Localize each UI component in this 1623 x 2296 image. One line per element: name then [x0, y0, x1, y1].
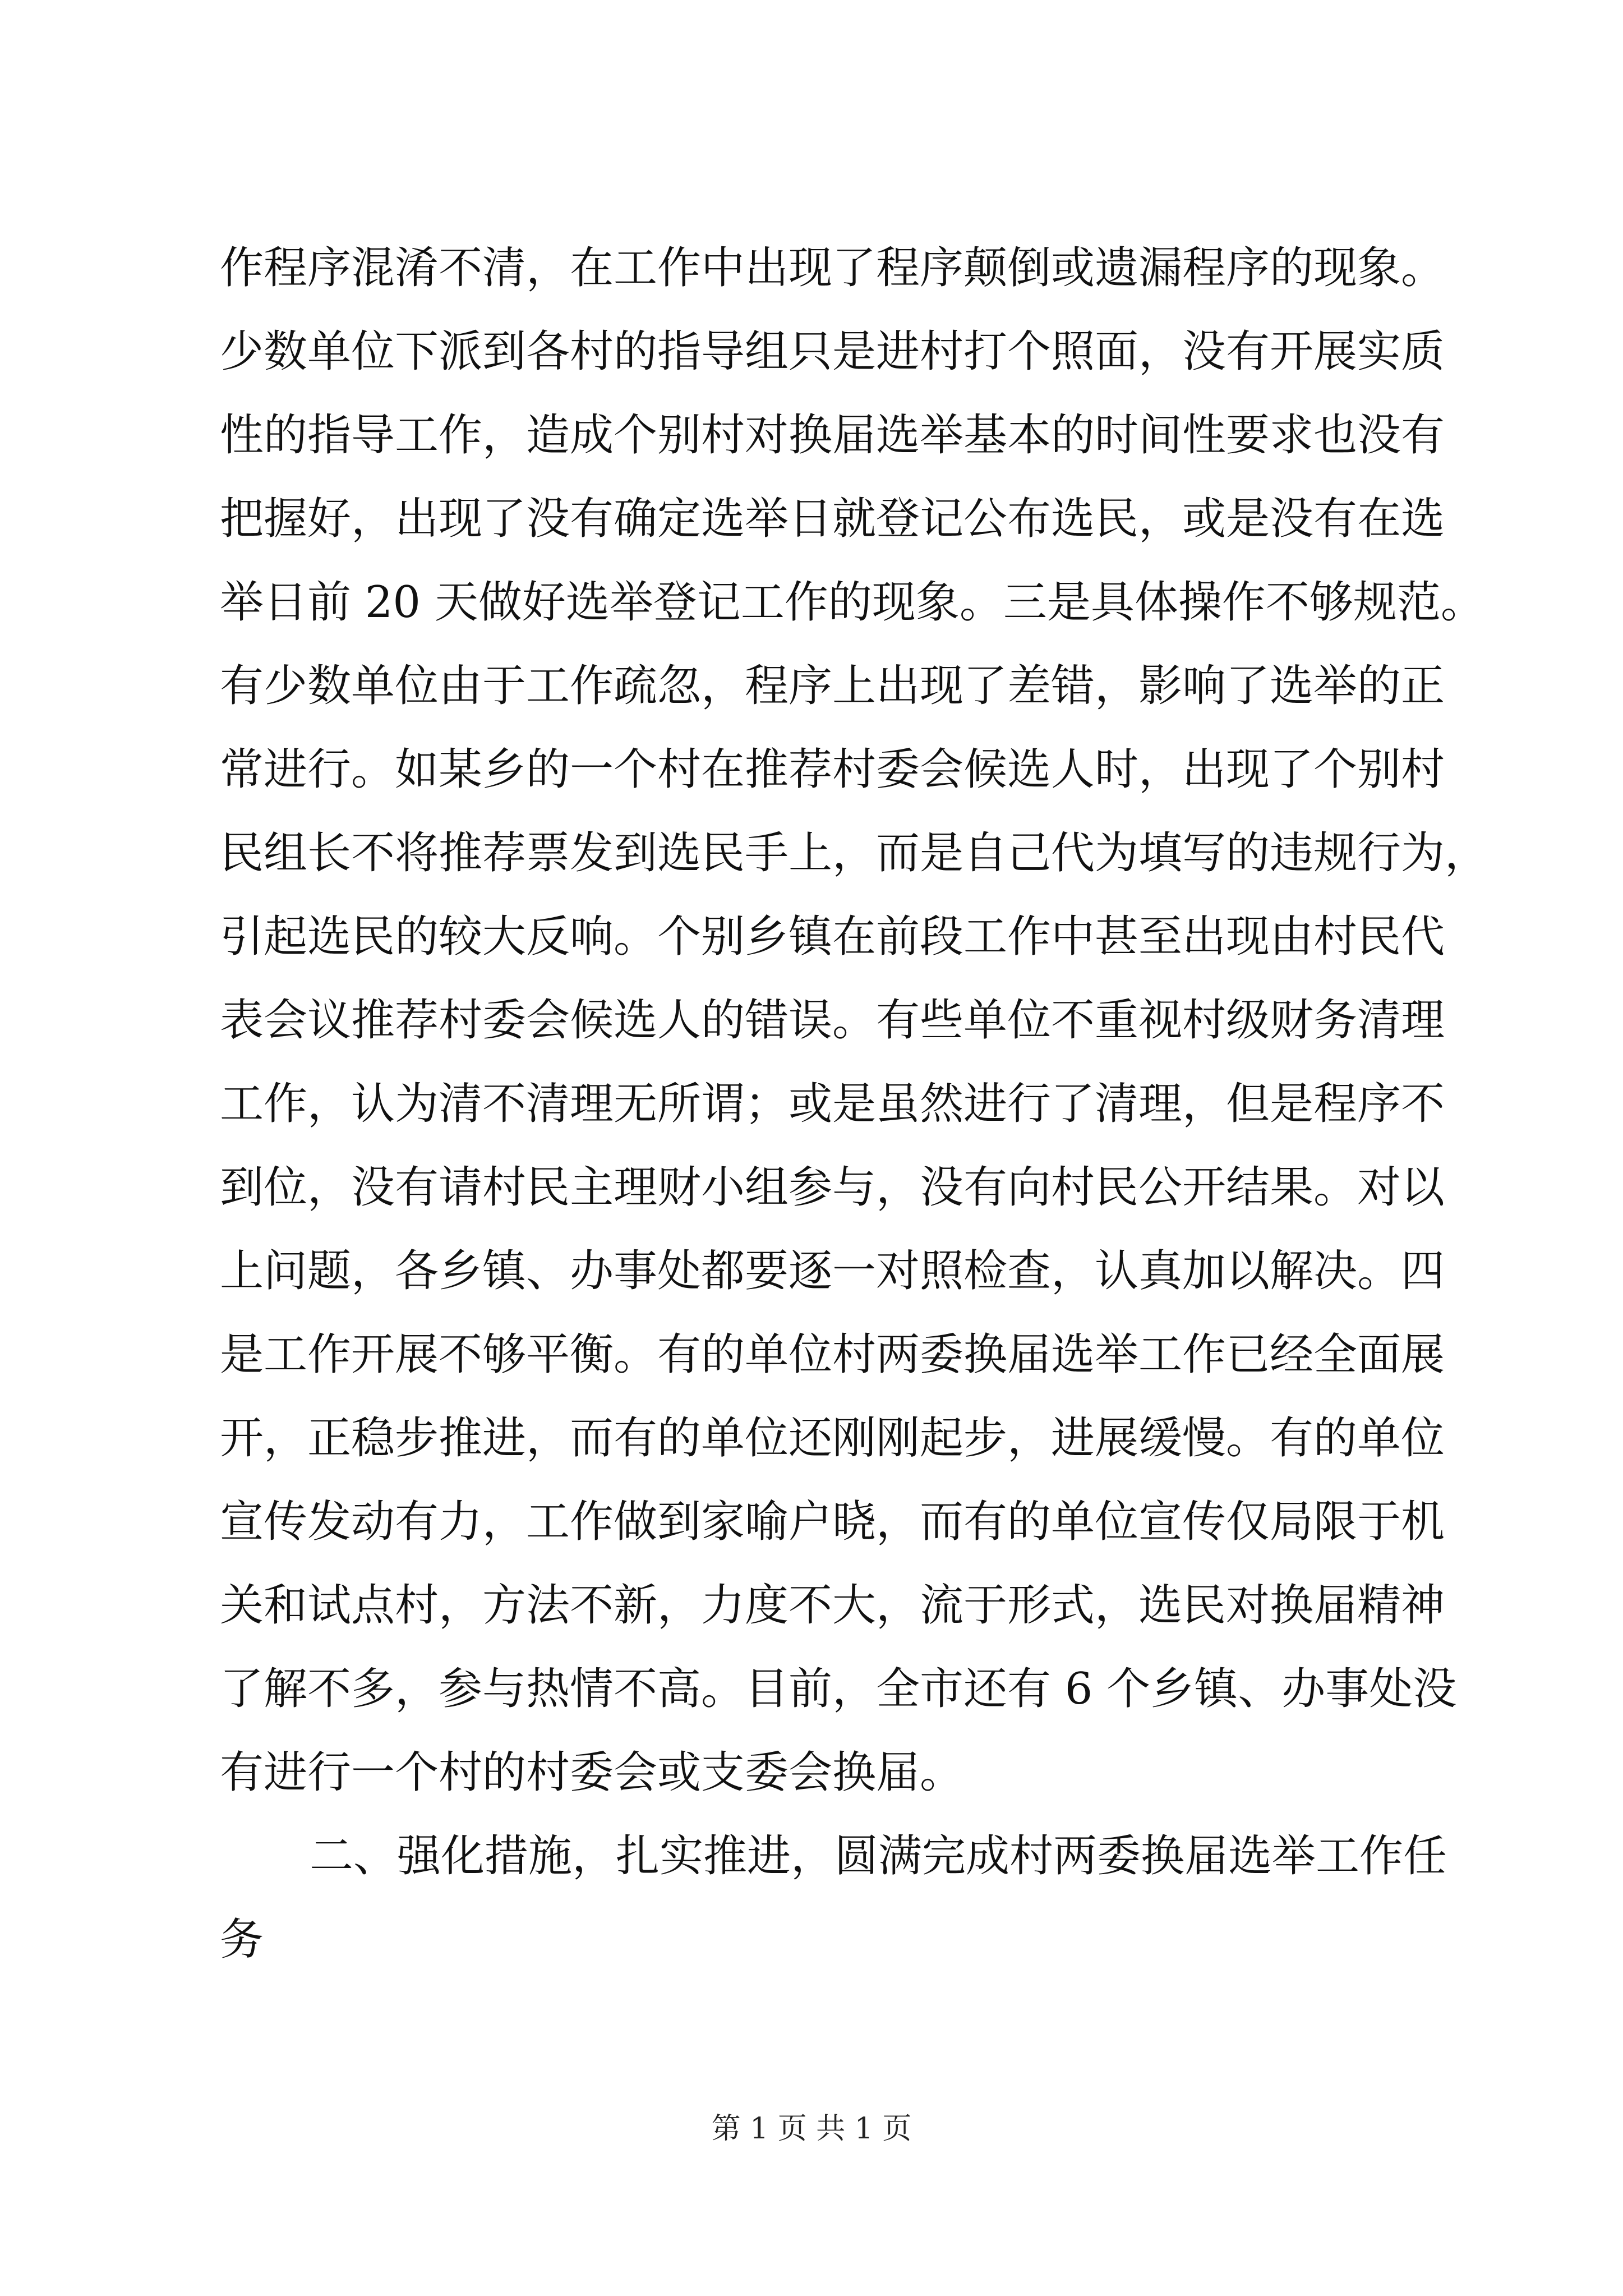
text-line: 关和试点村，方法不新，力度不大，流于形式，选民对换届精神 [220, 1580, 1445, 1631]
text-line: 工作，认为清不清理无所谓；或是虽然进行了清理，但是程序不 [220, 1079, 1445, 1129]
text-line: 表会议推荐村委会候选人的错误。有些单位不重视村级财务清理 [220, 995, 1445, 1046]
body-text [220, 227, 1489, 1982]
text-line: 宣传发动有力，工作做到家喻户晓，而有的单位宣传仅局限于机 [220, 1497, 1445, 1547]
text-line: 开，正稳步推进，而有的单位还刚刚起步，进展缓慢。有的单位 [220, 1413, 1445, 1464]
text-line: 有少数单位由于工作疏忽，程序上出现了差错，影响了选举的正 [220, 661, 1445, 711]
text-line: 引起选民的较大反响。个别乡镇在前段工作中甚至出现由村民代 [220, 912, 1445, 962]
text-line: 举日前 20 天做好选举登记工作的现象。三是具体操作不够规范。 [220, 577, 1484, 628]
section-heading-line: 务 [220, 1915, 264, 1965]
text-line: 到位，没有请村民主理财小组参与，没有向村民公开结果。对以 [220, 1162, 1445, 1213]
text-line: 作程序混淆不清，在工作中出现了程序颠倒或遗漏程序的现象。 [220, 243, 1445, 293]
page-footer: 第 1 页 共 1 页 [711, 2112, 912, 2146]
text-line: 了解不多，参与热情不高。目前，全市还有 6 个乡镇、办事处没 [220, 1664, 1457, 1714]
text-line: 常进行。如某乡的一个村在推荐村委会候选人时，出现了个别村 [220, 744, 1445, 795]
text-line: 把握好，出现了没有确定选举日就登记公布选民，或是没有在选 [220, 494, 1445, 544]
text-line: 有进行一个村的村委会或支委会换届。 [220, 1747, 964, 1798]
text-line: 少数单位下派到各村的指导组只是进村打个照面，没有开展实质 [220, 326, 1445, 377]
section-heading-line: 二、强化措施，扎实推进，圆满完成村两委换届选举工作任 [310, 1831, 1447, 1881]
text-line: 民组长不将推荐票发到选民手上，而是自己代为填写的违规行为， [220, 828, 1489, 878]
text-line: 性的指导工作，造成个别村对换届选举基本的时间性要求也没有 [220, 410, 1445, 461]
text-line: 是工作开展不够平衡。有的单位村两委换届选举工作已经全面展 [220, 1329, 1445, 1380]
text-line: 上问题，各乡镇、办事处都要逐一对照检查，认真加以解决。四 [220, 1246, 1445, 1296]
